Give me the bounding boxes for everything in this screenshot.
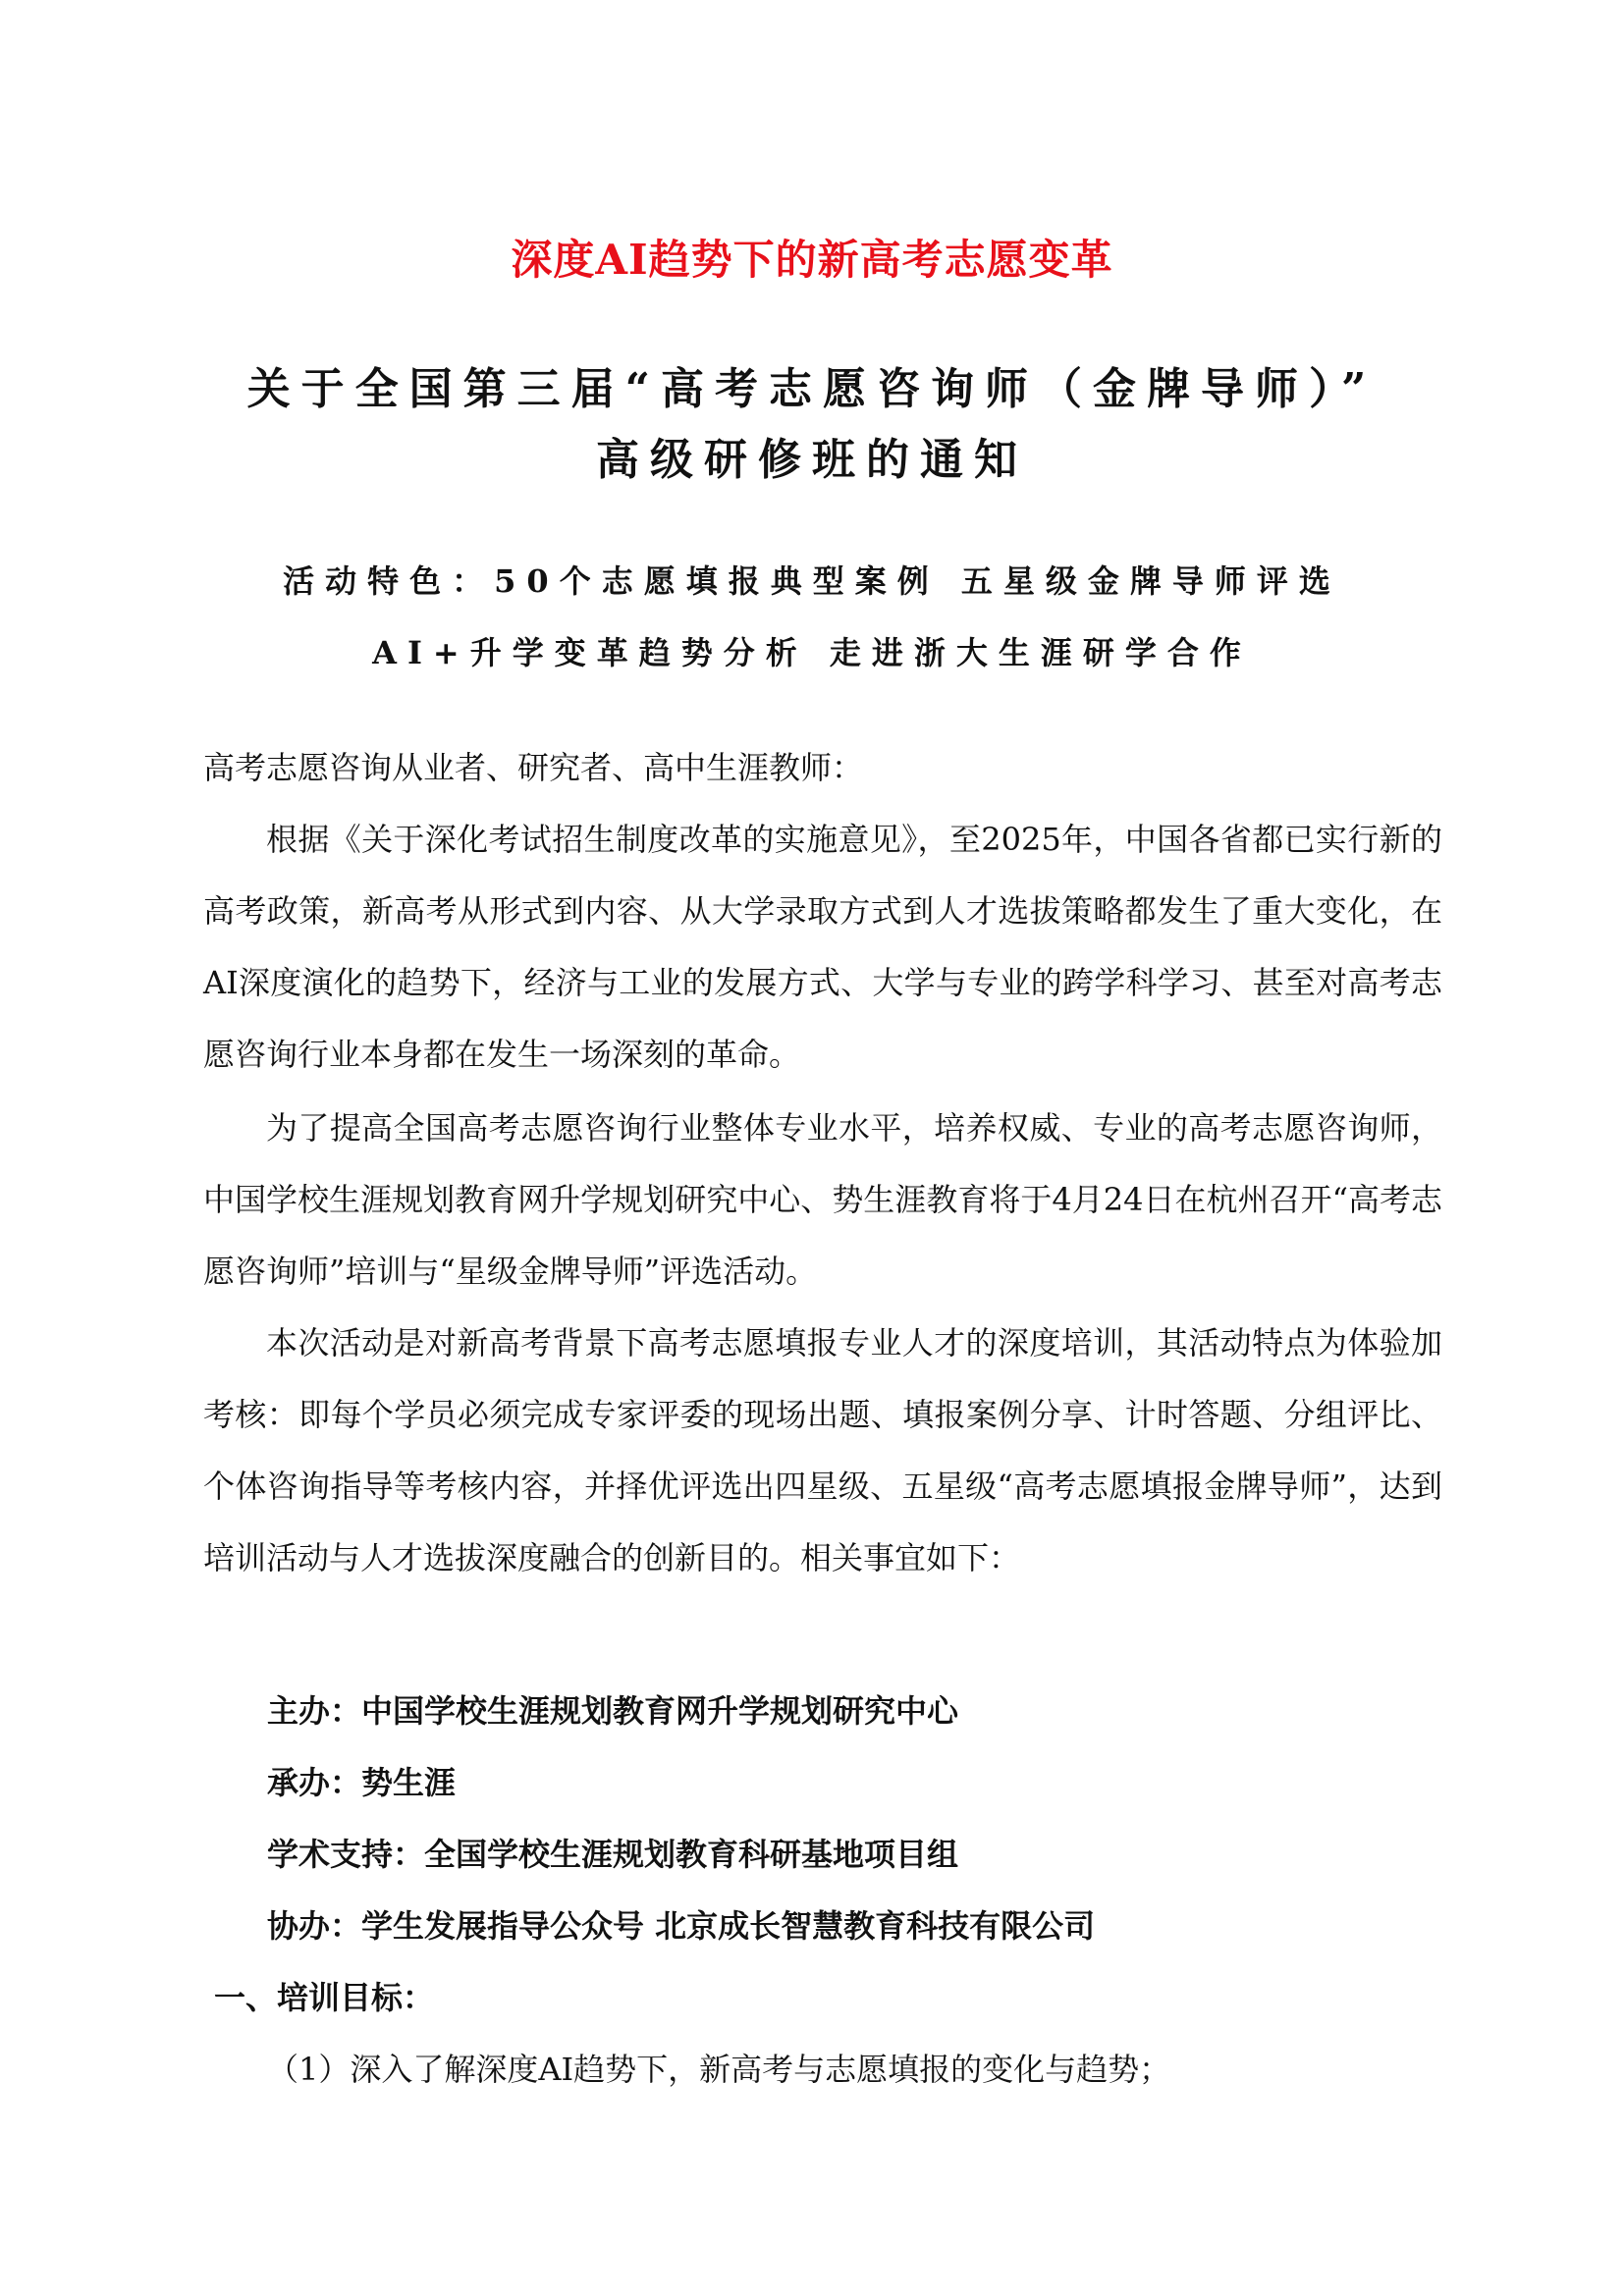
organizer-undertaker: 承办：势生涯 <box>267 1764 457 1801</box>
paragraph-2: 为了提高全国高考志愿咨询行业整体专业水平，培养权威、专业的高考志愿咨询师，中国学校生涯规划教育网升学规划研究中心、势生涯教育将于4月24日在杭州召开“高考志愿咨询师”培训与“星级金牌导师”评选活动。 <box>203 1109 1442 1290</box>
organizer-host: 主办：中国学校生涯规划教育网升学规划研究中心 <box>267 1692 959 1730</box>
organizer-academic: 学术支持：全国学校生涯规划教育科研基地项目组 <box>267 1836 959 1873</box>
headline: 深度AI趋势下的新高考志愿变革 <box>511 236 1113 284</box>
features-line2: AI+升学变革趋势分析 走进浙大生涯研学合作 <box>372 634 1252 671</box>
salutation: 高考志愿咨询从业者、研究者、高中生涯教师： <box>203 749 864 786</box>
paragraph-3: 本次活动是对新高考背景下高考志愿填报专业人才的深度培训，其活动特点为体验加考核：即每个学员必须完成专家评委的现场出题、填报案例分享、计时答题、分组评比、个体咨询指导等考核内容，并择优评选出四星级、五星级“高考志愿填报金牌导师”，达到培训活动与人才选拔深度融合的创新目的。相关事宜如下： <box>203 1324 1442 1576</box>
features-line1: 活动特色：50个志愿填报典型案例 五星级金牌导师评选 <box>283 562 1341 600</box>
section-heading-1: 一、培训目标： <box>214 1979 435 2016</box>
notice-title-line1: 关于全国第三届“高考志愿咨询师（金牌导师）” <box>246 364 1378 414</box>
notice-title-line2: 高级研修班的通知 <box>596 435 1028 485</box>
organizer-co-host: 协办：学生发展指导公众号 北京成长智慧教育科技有限公司 <box>267 1907 1096 1945</box>
section-1-item-1: （1）深入了解深度AI趋势下，新高考与志愿填报的变化与趋势； <box>267 2051 1171 2088</box>
paragraph-1: 根据《关于深化考试招生制度改革的实施意见》，至2025年，中国各省都已实行新的高考政策，新高考从形式到内容、从大学录取方式到人才选拔策略都发生了重大变化，在AI深度演化的趋势下，经济与工业的发展方式、大学与专业的跨学科学习、甚至对高考志愿咨询行业本身都在发生一场深刻的革命。 <box>203 821 1442 1073</box>
